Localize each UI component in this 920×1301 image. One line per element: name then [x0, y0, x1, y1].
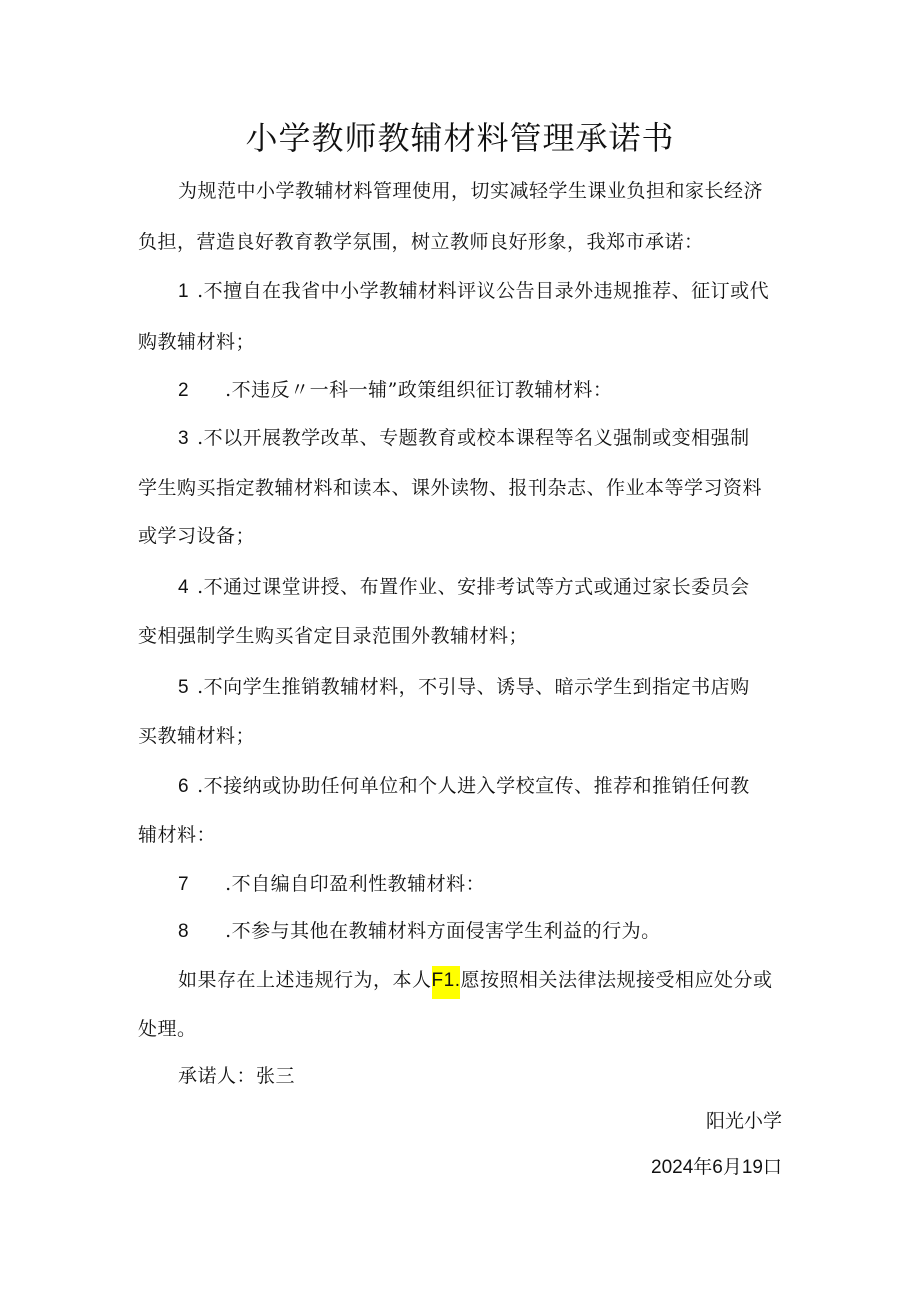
item-1-line-2: 购教辅材料； — [138, 331, 256, 353]
closing-text-b: 愿按照相关法律法规接受相应处分或 — [460, 969, 773, 991]
signer-line: 承诺人：张三 — [178, 1065, 296, 1087]
document-date: 2024年6月19口 — [651, 1157, 782, 1178]
item-8-line-1 — [178, 917, 661, 946]
school-name: 阳光小学 — [705, 1110, 782, 1132]
item-7-number: 7 — [178, 874, 190, 895]
document-title: 小学教师教辅材料管理承诺书 — [245, 119, 675, 157]
item-7-text: .不自编自印盈利性教辅材料： — [225, 873, 486, 895]
item-4-line-1 — [178, 573, 750, 602]
item-6-line-2: 辅材料： — [138, 824, 217, 846]
item-3-number: 3 — [178, 428, 190, 449]
item-4-text: .不通过课堂讲授、布置作业、安排考试等方式或通过家长委员会 — [197, 576, 750, 598]
item-2-line-1 — [178, 376, 612, 405]
item-5-line-2: 买教辅材料； — [138, 725, 256, 747]
item-3-line-1 — [178, 424, 750, 453]
item-1-line-1 — [178, 277, 769, 306]
item-2-number: 2 — [178, 380, 190, 401]
item-3-line-3: 或学习设备； — [138, 525, 256, 547]
item-8-number: 8 — [178, 921, 190, 942]
highlighted-text: F1. — [432, 966, 461, 999]
item-3-line-2: 学生购买指定教辅材料和读本、课外读物、报刊杂志、作业本等学习资料 — [138, 477, 763, 499]
item-1-text: .不擅自在我省中小学教辅材料评议公告目录外违规推荐、征订或代 — [197, 280, 770, 302]
item-3-text: .不以开展教学改革、专题教育或校本课程等名义强制或变相强制 — [197, 427, 750, 449]
closing-line-1 — [178, 966, 772, 995]
item-8-text: .不参与其他在教辅材料方面侵害学生利益的行为。 — [225, 920, 661, 942]
item-6-number: 6 — [178, 776, 190, 797]
item-6-line-1 — [178, 772, 750, 801]
item-7-line-1 — [178, 870, 485, 899]
item-4-line-2: 变相强制学生购买省定目录范围外教辅材料； — [138, 625, 529, 647]
item-6-text: .不接纳或协助任何单位和个人进入学校宣传、推荐和推销任何教 — [197, 775, 750, 797]
item-2-text: .不违反〃一科一辅”政策组织征订教辅材料： — [225, 379, 613, 401]
closing-line-2: 处理。 — [138, 1018, 197, 1040]
closing-text-a: 如果存在上述违规行为，本人 — [178, 969, 432, 991]
item-5-number: 5 — [178, 677, 190, 698]
item-4-number: 4 — [178, 577, 190, 598]
item-1-number: 1 — [178, 281, 190, 302]
intro-line-1: 为规范中小学教辅材料管理使用，切实减轻学生课业负担和家长经济 — [178, 180, 764, 202]
intro-line-2: 负担，营造良好教育教学氛围，树立教师良好形象，我郑市承诺： — [138, 231, 704, 253]
item-5-text: .不向学生推销教辅材料，不引导、诱导、暗示学生到指定书店购 — [197, 676, 750, 698]
item-5-line-1 — [178, 673, 750, 702]
